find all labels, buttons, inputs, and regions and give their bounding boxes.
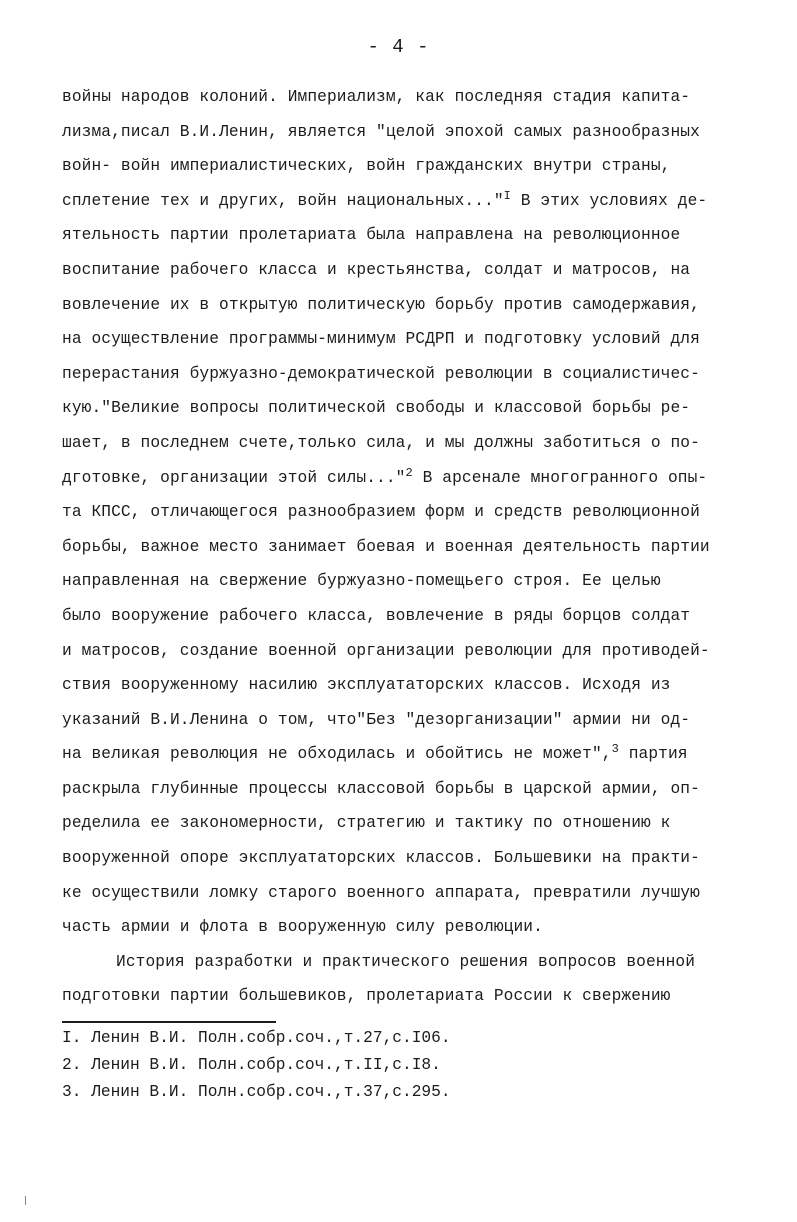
text-line: вовлечение их в открытую политическую борьбу против самодержавия, (62, 295, 700, 314)
text-line: кую."Великие вопросы политической свободы и классовой борьбы ре- (62, 399, 691, 418)
text-line-indented: История разработки и практического решения вопросов военной (116, 952, 696, 971)
text-line: войны народов колоний. Империализм, как последняя стадия капита- (62, 88, 691, 106)
body-text (62, 80, 782, 1014)
footnote-1: I. Ленин В.И. Полн.собр.соч.,т.27,с.I06. (62, 1029, 451, 1047)
text-line: ке осуществили ломку старого военного аппарата, превратили лучшую (62, 883, 700, 902)
text-line: та КПСС, отличающегося разнообразием форм и средств революционной (62, 503, 700, 522)
text-line: на великая революция не обходилась и обойтись не может",$^3$ партия (62, 742, 688, 764)
text-line: ствия вооруженному насилию эксплуататорских классов. Исходя из (62, 676, 671, 695)
scan-mark (25, 1196, 26, 1205)
text-line: шает, в последнем счете,только сила, и мы должны заботиться о по- (62, 433, 700, 452)
text-line: и матросов, создание военной организации революции для противодей- (62, 641, 710, 660)
text-line: ятельность партии пролетариата была направлена на революционное (62, 226, 681, 245)
footnote-2: 2. Ленин В.И. Полн.собр.соч.,т.II,с.I8. (62, 1056, 441, 1074)
text-line: направленная на свержение буржуазно-помещьего строя. Ее целью (62, 572, 661, 591)
page-number: - 4 - (367, 36, 430, 58)
footnote-ref-1: I (503, 188, 511, 203)
text-line: войн- войн империалистических, войн гражданских внутри страны, (62, 157, 671, 176)
footnote-ref-3: 3 (611, 742, 619, 757)
text-line: подготовки партии большевиков, пролетариата России к свержению (62, 987, 671, 1006)
footnote-ref-2: 2 (405, 465, 413, 480)
text-line: сплетение тех и других, войн национальных..."$^I$ В этих условиях де- (62, 188, 708, 210)
footnotes (62, 1025, 762, 1106)
text-line: на осуществление программы-минимум РСДРП и подготовку условий для (62, 330, 700, 349)
text-line: перерастания буржуазно-демократической революции в социалистичес- (62, 364, 700, 383)
text-line: дготовке, организации этой силы..."$^2$ В арсенале многогранного опы- (62, 465, 708, 487)
text-line: указаний В.И.Ленина о том, что"Без "дезорганизации" армии ни од- (62, 710, 691, 729)
text-line: раскрыла глубинные процессы классовой борьбы в царской армии, оп- (62, 779, 700, 798)
footnote-3: 3. Ленин В.И. Полн.собр.соч.,т.37,с.295. (62, 1083, 451, 1101)
text-line: часть армии и флота в вооруженную силу революции. (62, 918, 543, 937)
footnote-divider (62, 1021, 276, 1023)
text-line: борьбы, важное место занимает боевая и военная деятельность партии (62, 537, 710, 556)
text-line: было вооружение рабочего класса, вовлечение в ряды борцов солдат (62, 606, 691, 625)
text-line: ределила ее закономерности, стратегию и тактику по отношению к (62, 814, 671, 833)
text-line: вооруженной опоре эксплуататорских классов. Большевики на практи- (62, 849, 700, 868)
text-line: воспитание рабочего класса и крестьянства, солдат и матросов, на (62, 260, 691, 279)
text-line: лизма,писал В.И.Ленин, является "целой эпохой самых разнообразных (62, 122, 700, 141)
